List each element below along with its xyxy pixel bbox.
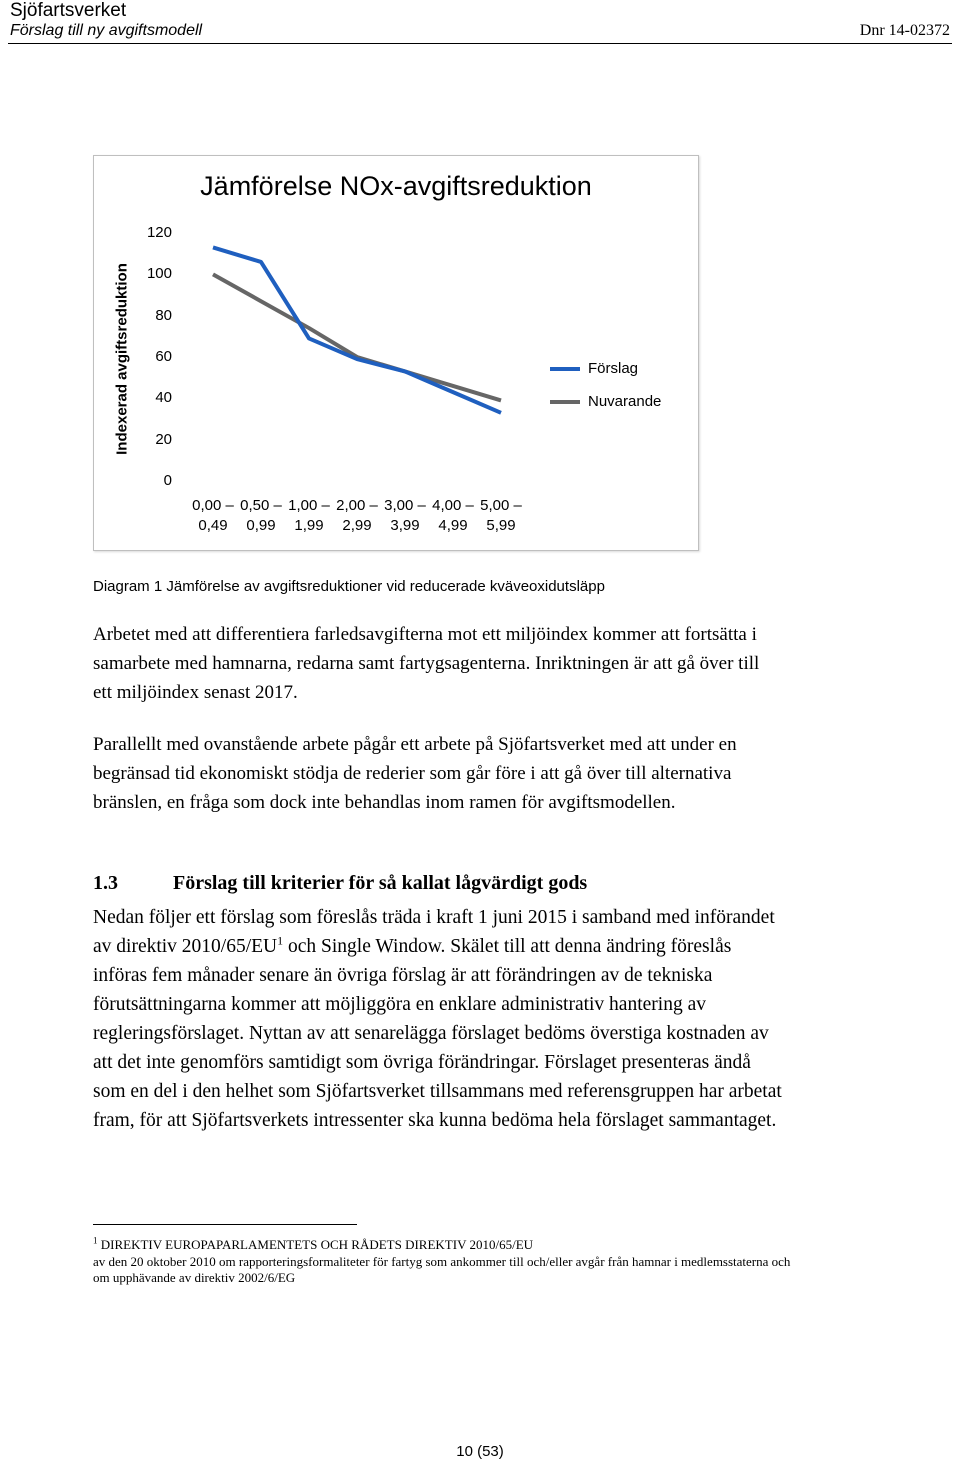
legend-label-forslag: Förslag [588,360,639,377]
paragraph-3 [93,903,783,1135]
x-tick-line: 5,00 – [480,497,522,514]
header-dnr: Dnr 14-02372 [859,22,950,39]
paragraph-1: Arbetet med att differentiera farledsavgifterna mot ett miljöindex kommer att fortsätta i samarbete med hamnarna, redarna samt fartygsagenterna. Inriktningen är att gå över till ett miljöindex senast 2017. [93,624,760,703]
paragraph-3-part-a: Nedan följer ett förslag som föreslås träda i kraft 1 juni 2015 i samband med införandet av direktiv 2010/65/EU [93,907,775,957]
footnote-ref[interactable]: 1 [277,933,284,948]
footnote-line-1 [93,1237,793,1253]
y-tick-label: 20 [155,430,172,448]
paragraph-3-part-b: och Single Window. Skälet till att denna ändring föreslås införas fem månader senare än övriga förslag är att förändringen av de tekniska förutsättningarna kommer att möjliggöra en enklare administrativ hantering av regleringsförslaget. Nyttan av att senarelägga förslaget bedöms överstiga kostnaden av att det inte genomförs samtidigt som övriga förändringar. Förslaget presenteras ändå som en del i den helhet som Sjöfartsverket tillsammans med referensgruppen har arbetat fram, för att Sjöfartsverkets intressenter ska kunna bedöma hela förslaget sammantaget. [93,936,782,1131]
y-tick-label: 0 [163,472,172,489]
x-tick-line: 0,99 [246,517,276,534]
x-tick-line: 3,00 – [384,497,426,514]
y-tick-label: 40 [155,389,172,407]
y-axis-label: Indexerad avgiftsreduktion [113,263,131,455]
page-number: 10 (53) [456,1443,504,1460]
y-tick-label: 100 [146,265,172,283]
x-tick-line: 4,99 [438,517,468,534]
y-tick-label: 60 [155,348,172,365]
x-tick-line: 3,99 [390,517,420,534]
legend-item-nuvarande [550,385,661,418]
x-tick-line: 2,99 [342,517,372,534]
y-tick-label: 80 [155,306,172,324]
legend-item-forslag [550,352,661,385]
x-tick-line: 1,00 – [288,497,330,514]
footnote-mark: 1 [93,1235,98,1246]
section-number: 1.3 [93,872,118,894]
x-tick-line: 1,99 [294,517,324,534]
x-tick-line: 2,00 – [336,497,378,514]
series-line-nuvarande [213,274,501,400]
x-tick-line: 4,00 – [432,497,474,514]
header-org: Sjöfartsverket [10,0,127,21]
legend-swatch-forslag [550,367,580,371]
footnote-line-2: av den 20 oktober 2010 om rapporteringsformaliteter för fartyg som ankommer till och/eller avgår från hamnar i medlemsstaterna och om upphävande av direktiv 2002/6/EG [93,1254,791,1285]
x-tick-line: 0,49 [198,517,228,534]
x-tick-line: 5,99 [486,517,516,534]
legend [550,352,661,418]
paragraph-2: Parallellt med ovanstående arbete pågår ett arbete på Sjöfartsverket med att under en begränsad tid ekonomiskt stödja de rederier som går före i att gå över till alternativa bränslen, en fråga som dock inte behandlas inom ramen för avgiftsmodellen. [93,734,737,813]
section-title: Förslag till kriterier för så kallat lågvärdigt gods [173,872,588,894]
chart-title: Jämförelse NOx-avgiftsreduktion [200,171,592,201]
y-tick-label: 120 [146,224,172,241]
chart-frame [93,155,699,551]
footnote-rule [93,1224,357,1225]
header-rule [8,43,952,44]
x-tick-line: 0,50 – [240,497,282,514]
legend-label-nuvarande: Nuvarande [588,393,662,410]
x-tick-line: 0,00 – [192,497,234,514]
figure-caption: Diagram 1 Jämförelse av avgiftsreduktioner vid reducerade kväveoxidutsläpp [93,578,605,595]
legend-swatch-nuvarande [550,400,580,404]
section-heading [93,872,587,895]
footnote-text-1: DIREKTIV EUROPAPARLAMENTETS OCH RÅDETS DIREKTIV 2010/65/EU [97,1237,534,1252]
header-subtitle: Förslag till ny avgiftsmodell [10,22,203,39]
